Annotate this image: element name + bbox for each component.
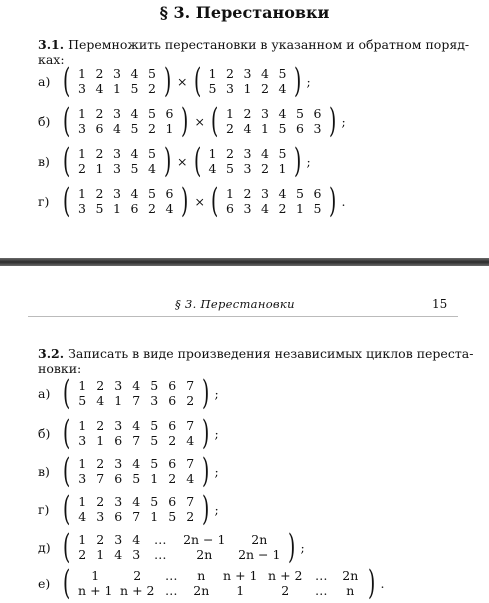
item-end-punctuation: ; bbox=[214, 385, 219, 401]
right-paren: ) bbox=[294, 61, 302, 101]
permutation-grid bbox=[221, 106, 326, 136]
permutation-entry: 5 bbox=[278, 121, 287, 136]
permutation-entry: 2 bbox=[95, 186, 104, 201]
permutation-entry: 1 bbox=[261, 121, 269, 136]
permutation-entry: 6 bbox=[296, 121, 304, 136]
permutation-entry: 4 bbox=[132, 532, 141, 547]
permutation-entry: 2 bbox=[261, 81, 269, 96]
permutation-matrix bbox=[60, 563, 379, 603]
permutation-entry: 5 bbox=[208, 81, 217, 96]
permutation-entry: 2 bbox=[186, 393, 195, 408]
permutation-matrix bbox=[208, 181, 340, 221]
permutation-item bbox=[38, 373, 219, 413]
left-paren: ( bbox=[62, 489, 71, 529]
permutation-entry: 7 bbox=[132, 509, 141, 524]
permutation-entry: 4 bbox=[130, 146, 139, 161]
item-label: е) bbox=[38, 575, 51, 591]
item-end-punctuation: ; bbox=[341, 113, 346, 129]
permutation-entry: 3 bbox=[114, 532, 123, 547]
problem-statement-line1: Перемножить перестановки в указанном и обратном поряд- bbox=[68, 37, 470, 52]
permutation-entry: 2 bbox=[168, 471, 177, 486]
permutation-entry: 6 bbox=[95, 121, 104, 136]
permutation-entry: 1 bbox=[96, 547, 105, 562]
permutation-grid bbox=[73, 146, 161, 176]
permutation-entry: 1 bbox=[278, 161, 287, 176]
permutation-entry: 2n bbox=[342, 568, 359, 583]
problem-statement-line2: ках: bbox=[38, 52, 65, 67]
permutation-entry: 3 bbox=[113, 161, 121, 176]
permutation-entry: 4 bbox=[208, 161, 217, 176]
permutation-entry: 2 bbox=[148, 201, 156, 216]
permutation-item bbox=[38, 451, 219, 491]
permutation-entry: n + 2 bbox=[120, 583, 155, 598]
permutation-entry: 5 bbox=[132, 471, 141, 486]
problem-number: 3.1. bbox=[38, 37, 65, 52]
permutation-entry: … bbox=[165, 583, 178, 598]
right-paren: ) bbox=[329, 101, 337, 141]
permutation-entry: 5 bbox=[148, 106, 156, 121]
permutation-entry: n + 1 bbox=[78, 583, 113, 598]
permutation-matrix bbox=[60, 141, 174, 181]
times-operator: × bbox=[177, 153, 188, 169]
permutation-entry: 1 bbox=[78, 146, 86, 161]
permutation-entry: 2 bbox=[78, 547, 87, 562]
item-label: а) bbox=[38, 385, 51, 401]
permutation-entry: 2 bbox=[278, 201, 287, 216]
permutation-entry: 2 bbox=[96, 418, 105, 433]
permutation-entry: 4 bbox=[278, 186, 287, 201]
permutation-entry: 2 bbox=[168, 433, 177, 448]
permutation-entry: 1 bbox=[165, 121, 174, 136]
permutation-entry: 2 bbox=[261, 161, 269, 176]
permutation-entry: 3 bbox=[78, 121, 86, 136]
permutation-grid bbox=[204, 66, 292, 96]
permutation-entry: 1 bbox=[114, 393, 123, 408]
permutation-entry: 5 bbox=[150, 456, 159, 471]
right-paren: ) bbox=[163, 61, 172, 101]
permutation-entry: 5 bbox=[148, 66, 156, 81]
permutation-entry: 1 bbox=[91, 568, 100, 583]
permutation-entry: 2 bbox=[96, 494, 105, 509]
permutation-grid bbox=[204, 146, 292, 176]
permutation-entry: 4 bbox=[261, 66, 269, 81]
permutation-entry: 2n − 1 bbox=[238, 547, 281, 562]
item-end-punctuation: ; bbox=[214, 463, 219, 479]
permutation-entry: 3 bbox=[78, 201, 86, 216]
permutation-entry: 1 bbox=[243, 81, 252, 96]
permutation-entry: 6 bbox=[165, 106, 174, 121]
permutation-entry: 1 bbox=[78, 532, 87, 547]
permutation-entry: 5 bbox=[296, 106, 304, 121]
permutation-entry: 4 bbox=[130, 186, 139, 201]
upper-page bbox=[0, 0, 489, 258]
item-label: в) bbox=[38, 463, 50, 479]
permutation-entry: 1 bbox=[296, 201, 304, 216]
left-paren: ( bbox=[62, 61, 71, 101]
permutation-entry: 1 bbox=[113, 201, 121, 216]
permutation-entry: 2 bbox=[96, 456, 105, 471]
permutation-entry: 3 bbox=[132, 547, 141, 562]
permutation-grid bbox=[73, 532, 285, 562]
permutation-entry: 4 bbox=[278, 106, 287, 121]
permutation-entry: 4 bbox=[132, 494, 141, 509]
permutation-entry: 6 bbox=[168, 418, 177, 433]
item-end-punctuation: ; bbox=[214, 501, 219, 517]
left-paren: ( bbox=[62, 101, 71, 141]
permutation-entry: 1 bbox=[78, 456, 87, 471]
permutation-entry: 3 bbox=[261, 106, 269, 121]
permutation-entry: 4 bbox=[113, 121, 121, 136]
permutation-entry: 4 bbox=[261, 146, 269, 161]
permutation-entry: 5 bbox=[296, 186, 304, 201]
permutation-entry: n + 2 bbox=[268, 568, 303, 583]
permutation-entry: n + 1 bbox=[223, 568, 258, 583]
permutation-matrix bbox=[60, 61, 174, 101]
lower-page bbox=[0, 266, 489, 603]
permutation-entry: 6 bbox=[168, 378, 177, 393]
permutation-entry: 1 bbox=[78, 66, 86, 81]
permutation-entry: 6 bbox=[168, 393, 177, 408]
permutation-entry: 1 bbox=[95, 161, 104, 176]
permutation-entry: 7 bbox=[186, 418, 195, 433]
permutation-entry: 7 bbox=[132, 393, 141, 408]
item-label: б) bbox=[38, 113, 51, 129]
permutation-entry: 5 bbox=[148, 186, 156, 201]
permutation-entry: 4 bbox=[132, 378, 141, 393]
permutation-entry: 1 bbox=[226, 186, 234, 201]
permutation-entry: 5 bbox=[130, 161, 139, 176]
permutation-grid bbox=[73, 66, 161, 96]
permutation-entry: 5 bbox=[226, 161, 234, 176]
left-paren: ( bbox=[62, 563, 71, 603]
permutation-grid bbox=[73, 418, 199, 448]
permutation-entry: 5 bbox=[78, 393, 87, 408]
permutation-entry: 2 bbox=[148, 81, 156, 96]
permutation-entry: 3 bbox=[114, 494, 123, 509]
permutation-entry: 1 bbox=[78, 378, 87, 393]
permutation-matrix bbox=[60, 373, 213, 413]
permutation-entry: 3 bbox=[113, 146, 121, 161]
permutation-entry: 2n bbox=[196, 547, 213, 562]
permutation-matrix bbox=[208, 101, 340, 141]
permutation-entry: 4 bbox=[186, 433, 195, 448]
permutation-entry: 2 bbox=[226, 146, 234, 161]
permutation-entry: 4 bbox=[130, 66, 139, 81]
permutation-entry: 6 bbox=[226, 201, 234, 216]
permutation-entry: n bbox=[197, 568, 206, 583]
permutation-entry: 5 bbox=[278, 146, 287, 161]
permutation-entry: 6 bbox=[114, 433, 123, 448]
right-paren: ) bbox=[202, 413, 210, 453]
section-heading: § 3. Перестановки bbox=[159, 3, 330, 22]
permutation-entry: 6 bbox=[114, 471, 123, 486]
permutation-matrix bbox=[60, 181, 192, 221]
permutation-item bbox=[38, 563, 385, 603]
permutation-entry: 5 bbox=[150, 494, 159, 509]
permutation-entry: 7 bbox=[186, 378, 195, 393]
problem-statement-line1: Записать в виде произведения независимых циклов переста- bbox=[68, 346, 474, 361]
right-paren: ) bbox=[163, 141, 172, 181]
permutation-entry: … bbox=[154, 532, 167, 547]
permutation-entry: 1 bbox=[96, 433, 105, 448]
permutation-entry: 6 bbox=[313, 106, 322, 121]
permutation-grid bbox=[73, 568, 365, 598]
left-paren: ( bbox=[62, 373, 71, 413]
permutation-grid bbox=[221, 186, 326, 216]
permutation-entry: 2 bbox=[96, 532, 105, 547]
permutation-entry: 3 bbox=[243, 201, 252, 216]
permutation-product-item bbox=[38, 181, 346, 221]
permutation-entry: 2 bbox=[226, 66, 234, 81]
times-operator: × bbox=[194, 113, 206, 129]
permutation-entry: 5 bbox=[150, 418, 159, 433]
permutation-entry: 5 bbox=[130, 121, 139, 136]
permutation-entry: 3 bbox=[243, 146, 252, 161]
times-operator: × bbox=[194, 193, 206, 209]
permutation-entry: 4 bbox=[165, 201, 174, 216]
right-paren: ) bbox=[329, 181, 337, 221]
right-paren: ) bbox=[294, 141, 302, 181]
permutation-entry: n bbox=[346, 583, 355, 598]
permutation-entry: 1 bbox=[208, 66, 217, 81]
permutation-entry: 3 bbox=[78, 433, 87, 448]
permutation-entry: 3 bbox=[261, 186, 269, 201]
right-paren: ) bbox=[288, 527, 296, 567]
permutation-entry: 4 bbox=[78, 509, 87, 524]
right-paren: ) bbox=[202, 373, 210, 413]
left-paren: ( bbox=[211, 181, 219, 221]
left-paren: ( bbox=[62, 413, 71, 453]
permutation-entry: 2 bbox=[95, 66, 104, 81]
problem-number: 3.2. bbox=[38, 346, 65, 361]
permutation-entry: 2n bbox=[193, 583, 210, 598]
permutation-entry: 1 bbox=[236, 583, 245, 598]
permutation-matrix bbox=[60, 451, 213, 491]
problem-statement-line2: новки: bbox=[38, 361, 82, 376]
permutation-entry: … bbox=[315, 568, 328, 583]
left-paren: ( bbox=[62, 181, 71, 221]
item-end-punctuation: ; bbox=[300, 539, 305, 555]
permutation-matrix bbox=[60, 527, 299, 567]
permutation-entry: 2 bbox=[133, 568, 142, 583]
item-end-punctuation: ; bbox=[306, 153, 311, 169]
item-end-punctuation: ; bbox=[214, 425, 219, 441]
permutation-matrix bbox=[191, 141, 305, 181]
item-end-punctuation: . bbox=[341, 193, 346, 209]
permutation-grid bbox=[73, 456, 199, 486]
permutation-entry: 7 bbox=[186, 456, 195, 471]
permutation-entry: … bbox=[165, 568, 178, 583]
problem-3-2-text bbox=[38, 346, 473, 361]
permutation-entry: 7 bbox=[186, 494, 195, 509]
permutation-matrix bbox=[191, 61, 305, 101]
permutation-entry: 4 bbox=[96, 393, 105, 408]
item-label: г) bbox=[38, 501, 50, 517]
permutation-entry: 1 bbox=[78, 186, 86, 201]
permutation-entry: 6 bbox=[114, 509, 123, 524]
permutation-entry: 1 bbox=[208, 146, 217, 161]
problem-3-1-text bbox=[38, 37, 469, 52]
permutation-entry: 4 bbox=[148, 161, 156, 176]
permutation-matrix bbox=[60, 101, 192, 141]
permutation-entry: 4 bbox=[243, 121, 252, 136]
permutation-entry: 5 bbox=[313, 201, 322, 216]
permutation-product-item bbox=[38, 141, 311, 181]
permutation-entry: 3 bbox=[113, 66, 121, 81]
permutation-entry: 2 bbox=[96, 378, 105, 393]
running-head-title: § 3. Перестановки bbox=[175, 297, 295, 311]
permutation-grid bbox=[73, 186, 178, 216]
permutation-entry: 6 bbox=[168, 494, 177, 509]
permutation-product-item bbox=[38, 61, 311, 101]
times-operator: × bbox=[177, 73, 188, 89]
permutation-entry: 2 bbox=[186, 509, 195, 524]
permutation-entry: 3 bbox=[114, 378, 123, 393]
permutation-entry: 2 bbox=[78, 161, 86, 176]
permutation-entry: 3 bbox=[243, 161, 252, 176]
permutation-entry: 2 bbox=[95, 146, 104, 161]
permutation-entry: 2n bbox=[251, 532, 268, 547]
item-label: в) bbox=[38, 153, 50, 169]
left-paren: ( bbox=[193, 141, 201, 181]
permutation-item bbox=[38, 489, 219, 529]
permutation-entry: 3 bbox=[243, 66, 252, 81]
permutation-entry: 5 bbox=[150, 433, 159, 448]
permutation-entry: … bbox=[154, 547, 167, 562]
permutation-entry: 2 bbox=[281, 583, 290, 598]
permutation-entry: 1 bbox=[150, 509, 159, 524]
permutation-entry: 4 bbox=[114, 547, 123, 562]
right-paren: ) bbox=[368, 563, 376, 603]
item-end-punctuation: ; bbox=[306, 73, 311, 89]
permutation-entry: 5 bbox=[168, 509, 177, 524]
permutation-entry: 3 bbox=[114, 456, 123, 471]
permutation-entry: 7 bbox=[132, 433, 141, 448]
permutation-entry: 4 bbox=[186, 471, 195, 486]
permutation-entry: 1 bbox=[226, 106, 234, 121]
permutation-entry: 2 bbox=[148, 121, 156, 136]
permutation-entry: 3 bbox=[78, 471, 87, 486]
permutation-entry: 6 bbox=[165, 186, 174, 201]
item-label: г) bbox=[38, 193, 50, 209]
permutation-entry: 2 bbox=[95, 106, 104, 121]
permutation-entry: 7 bbox=[96, 471, 105, 486]
permutation-entry: 3 bbox=[150, 393, 159, 408]
permutation-entry: 5 bbox=[130, 81, 139, 96]
item-label: б) bbox=[38, 425, 51, 441]
permutation-entry: 4 bbox=[278, 81, 287, 96]
permutation-entry: 2 bbox=[226, 121, 234, 136]
permutation-grid bbox=[73, 494, 199, 524]
permutation-entry: 6 bbox=[130, 201, 139, 216]
permutation-entry: 1 bbox=[78, 418, 87, 433]
permutation-entry: 2 bbox=[243, 106, 252, 121]
left-paren: ( bbox=[211, 101, 219, 141]
permutation-entry: 4 bbox=[130, 106, 139, 121]
left-paren: ( bbox=[193, 61, 201, 101]
permutation-matrix bbox=[60, 489, 213, 529]
permutation-entry: 3 bbox=[113, 106, 121, 121]
permutation-entry: 5 bbox=[150, 378, 159, 393]
page-divider bbox=[0, 258, 489, 266]
item-label: д) bbox=[38, 539, 51, 555]
permutation-product-item bbox=[38, 101, 346, 141]
permutation-matrix bbox=[60, 413, 213, 453]
permutation-entry: 5 bbox=[278, 66, 287, 81]
permutation-item bbox=[38, 527, 305, 567]
left-paren: ( bbox=[62, 527, 71, 567]
page-number: 15 bbox=[432, 297, 448, 311]
permutation-entry: 3 bbox=[78, 81, 86, 96]
right-paren: ) bbox=[181, 181, 189, 221]
permutation-entry: 3 bbox=[114, 418, 123, 433]
permutation-entry: 6 bbox=[313, 186, 322, 201]
permutation-grid bbox=[73, 106, 178, 136]
right-paren: ) bbox=[181, 101, 189, 141]
permutation-entry: 2 bbox=[243, 186, 252, 201]
permutation-entry: 3 bbox=[313, 121, 322, 136]
left-paren: ( bbox=[62, 451, 71, 491]
permutation-entry: 5 bbox=[148, 146, 156, 161]
item-label: а) bbox=[38, 73, 51, 89]
permutation-entry: 2n − 1 bbox=[183, 532, 226, 547]
permutation-entry: 4 bbox=[261, 201, 269, 216]
right-paren: ) bbox=[202, 489, 210, 529]
permutation-entry: 3 bbox=[96, 509, 105, 524]
permutation-entry: 4 bbox=[132, 418, 141, 433]
permutation-entry: 3 bbox=[113, 186, 121, 201]
permutation-entry: 4 bbox=[95, 81, 104, 96]
permutation-entry: 6 bbox=[168, 456, 177, 471]
permutation-entry: … bbox=[315, 583, 328, 598]
right-paren: ) bbox=[202, 451, 210, 491]
permutation-item bbox=[38, 413, 219, 453]
permutation-entry: 5 bbox=[95, 201, 104, 216]
permutation-entry: 3 bbox=[226, 81, 234, 96]
permutation-entry: 4 bbox=[132, 456, 141, 471]
item-end-punctuation: . bbox=[380, 575, 385, 591]
permutation-grid bbox=[73, 378, 199, 408]
permutation-entry: 1 bbox=[113, 81, 121, 96]
permutation-entry: 1 bbox=[150, 471, 159, 486]
permutation-entry: 1 bbox=[78, 494, 87, 509]
permutation-entry: 1 bbox=[78, 106, 86, 121]
left-paren: ( bbox=[62, 141, 71, 181]
header-rule bbox=[28, 316, 458, 317]
